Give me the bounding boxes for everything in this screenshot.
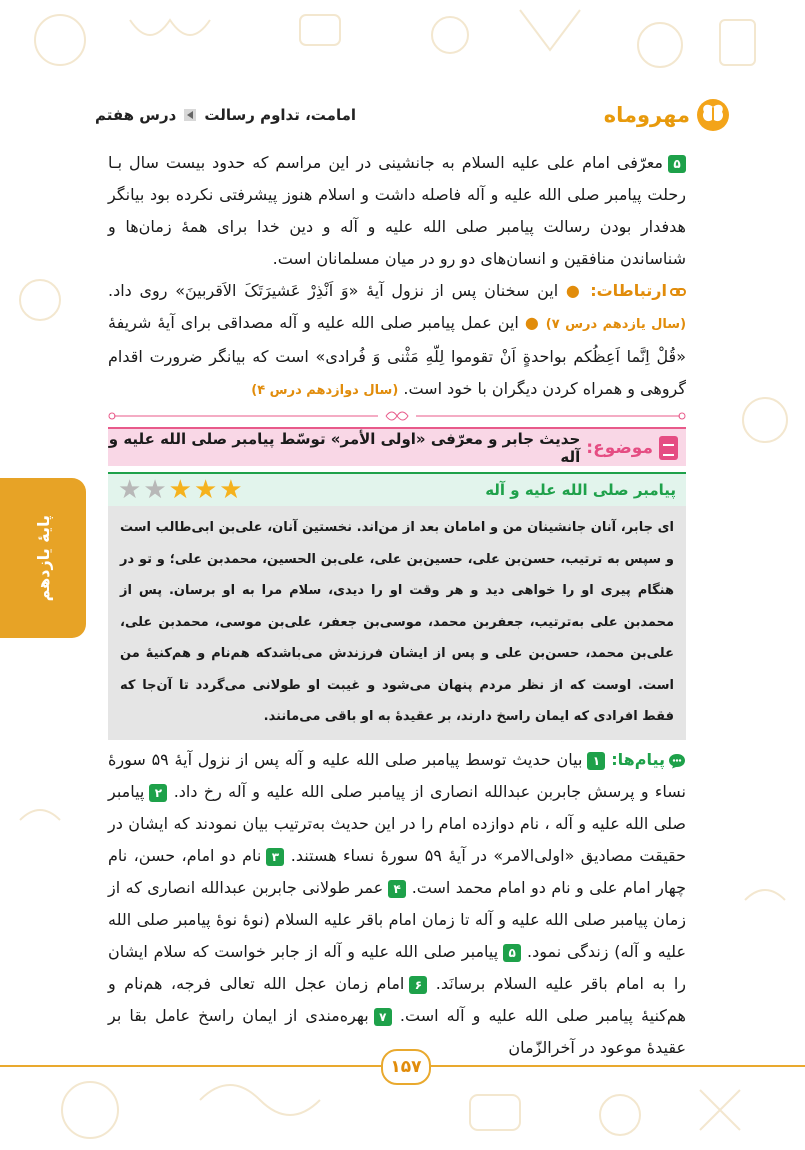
brand-name: مهروماه xyxy=(603,103,690,127)
lesson-breadcrumb xyxy=(95,106,356,124)
messages-paragraph: پیام‌ها: ۱بیان حدیث توسط پیامبر صلی الله علیه و آله پس از نزول آیهٔ ۵۹ سورهٔ نساء و پرسش جابربن عبدالله انصاری از پیامبر صلی الله علیه و آله رخ داد. ۲پیامبر صلی الله علیه و آله ، نام دوازده امام را در این حدیث به‌ترتیب بیان نمودند که ایشان در حقیقت مصادیق «اولی‌الامر» در آیهٔ ۵۹ سورهٔ نساء هستند. ۳نام دو امام، حسن، نام چهار امام علی و نام دو امام محمد است. ۴عمر طولانی جابربن عبدالله انصاری که از زمان پیامبر صلی الله علیه و آله تا زمان امام باقر علیه السلام (نوهٔ نوهٔ پیامبر صلی الله علیه و آله) زندگی نمود. ۵پیامبر صلی الله علیه و آله از جابر خواست که سلام ایشان را به امام باقر علیه السلام برسانَد. ۶امام زمان عجل الله تعالی فرجه، هم‌نام و هم‌کنیهٔ پیامبر صلی الله علیه و آله است. ۷بهره‌مندی از ایمان راسخ عامل بقا بر عقیدهٔ موعود در آخرالزّمان xyxy=(108,750,687,1057)
page-header xyxy=(95,95,730,135)
intro-section xyxy=(108,147,686,407)
messages-label: پیام‌ها: xyxy=(611,750,666,769)
breadcrumb-separator-icon xyxy=(184,109,196,121)
chat-bubble-icon xyxy=(668,753,686,769)
speaker-label: پیامبر صلی الله علیه و آله xyxy=(485,481,676,499)
message-3: نام دو امام، حسن، نام چهار امام علی و نام دو امام محمد است. xyxy=(108,846,687,897)
ornament-divider xyxy=(108,410,686,422)
brand xyxy=(604,98,730,132)
page-number: ۱۵۷ xyxy=(381,1049,431,1085)
paragraph-number: ۵ xyxy=(668,155,686,173)
message-2: پیامبر صلی الله علیه و آله ، نام دوازده امام را در این حدیث به‌ترتیب بیان نمودند که ایشان در حقیقت مصادیق «اولی‌الامر» در آیهٔ ۵۹ سورهٔ نساء هستند. xyxy=(108,782,687,865)
star-empty-icon: ★ xyxy=(143,475,167,505)
star-filled-icon: ★ xyxy=(219,475,243,505)
hadith-text: ای جابر، آنان جانشینان من و امامان بعد از من‌اند. نخستین آنان، علی‌بن ابی‌طالب است و سپس به ترتیب، حسن‌بن علی، حسین‌بن علی، علی‌بن الحسین، محمدبن علی؛ و تو در هنگام پیری او را خواهی دید و هر وقت او را دیدی، سلام مرا به او برسان. پس از محمدبن علی به‌ترتیب، جعفربن محمد، موسی‌بن جعفر، علی‌بن موسی، محمدبن علی، علی‌بن محمد، حسن‌بن علی و پس از ایشان فرزندش می‌باشدکه هم‌نام و هم‌کنیهٔ من است. اوست که از نظر مردم پنهان می‌شود و غیبت او طولانی می‌گردد تا آن‌جا که فقط افرادی که ایمان راسخ دارند، بر عقیدهٔ به او باقی می‌مانند. xyxy=(120,520,674,724)
topic-title: حدیث جابر و معرّفی «اولی الأمر» توسّط پیامبر صلی الله علیه و آله xyxy=(108,429,581,466)
message-5: پیامبر صلی الله علیه و آله از جابر خواست که سلام ایشان را به امام باقر علیه السلام برسانَد. xyxy=(108,942,686,993)
paragraph-5 xyxy=(108,147,686,275)
connections-label: ارتباطات: xyxy=(590,281,667,300)
star-filled-icon: ★ xyxy=(168,475,192,505)
document-icon xyxy=(659,436,678,460)
star-rating xyxy=(118,477,243,503)
reference-tag-2: (سال دوازدهم درس ۴) xyxy=(251,383,399,398)
link-icon xyxy=(670,285,686,299)
message-1: بیان حدیث توسط پیامبر صلی الله علیه و آله پس از نزول آیهٔ ۵۹ سورهٔ نساء و پرسش جابربن عبدالله انصاری از پیامبر صلی الله علیه و آله رخ داد. xyxy=(108,750,686,801)
grade-side-tab xyxy=(0,478,86,638)
reference-tag-1: (سال یازدهم درس ۷) xyxy=(545,317,687,332)
topic-label: موضوع: xyxy=(586,437,653,458)
connections-text-1: این سخنان پس از نزول آیهٔ «وَ اَنْذِرْ عَشیرَتَکَ الاَقربینَ» روی داد. xyxy=(108,281,559,300)
message-6: امام زمان عجل الله تعالی فرجه، هم‌نام و هم‌کنیهٔ پیامبر صلی الله علیه و آله است. xyxy=(108,974,686,1025)
butterfly-logo-icon xyxy=(696,98,730,132)
messages-section xyxy=(108,744,686,1064)
hadith-box xyxy=(108,506,686,740)
connections-paragraph: ارتباطات: ● این سخنان پس از نزول آیهٔ «وَ اَنْذِرْ عَشیرَتَکَ الاَقربینَ» روی داد. (سال یازدهم درس ۷) ● این عمل پیامبر صلی الله علیه و آله مصداقی برای آیهٔ شریفهٔ «قُلْ اِنَّما اَعِظُکم بواحدةٍ اَنْ تقوموا لِلّهِ مَثْنی وَ فُرادی» است که بیانگر ضرورت اقدام گروهی و همراه کردن دیگران با خود است. (سال دوازدهم درس ۴) xyxy=(108,281,687,398)
message-7: بهره‌مندی از ایمان راسخ عامل بقا بر عقیدهٔ موعود در آخرالزّمان xyxy=(108,1006,686,1057)
grade-label: پایهٔ یازدهم xyxy=(33,514,53,602)
message-4: عمر طولانی جابربن عبدالله انصاری که از زمان پیامبر صلی الله علیه و آله تا زمان امام باقر علیه السلام (نوهٔ نوهٔ پیامبر صلی الله علیه و آله) زندگی نمود. xyxy=(108,878,687,961)
lesson-number: درس هفتم xyxy=(95,106,177,124)
star-filled-icon: ★ xyxy=(193,475,218,505)
lesson-title: امامت، تداوم رسالت xyxy=(204,106,356,124)
topic-header xyxy=(108,427,686,466)
star-empty-icon: ★ xyxy=(118,475,142,505)
importance-rating-bar xyxy=(108,472,686,506)
paragraph-5-text: معرّفی امام علی علیه السلام به جانشینی در این مراسم که حدود بیست سال بـا رحلت پیامبر صلی الله علیه و آله فاصله داشت و اسلام هنوز پیشرفتی نکرده بود بیانگر هدفدار بودن رسالت پیامبر صلی الله علیه و آله و دین خدا برای همهٔ زمان‌ها و شناساندن منافقین و انسان‌های دو رو در میان مسلمانان است. xyxy=(108,153,686,268)
connections-text-2: این عمل پیامبر صلی الله علیه و آله مصداقی برای آیهٔ شریفهٔ «قُلْ اِنَّما اَعِظُکم بواحدةٍ اَنْ تقوموا لِلّهِ مَثْنی وَ فُرادی» است که بیانگر ضرورت اقدام گروهی و همراه کردن دیگران با خود است. xyxy=(108,313,686,398)
